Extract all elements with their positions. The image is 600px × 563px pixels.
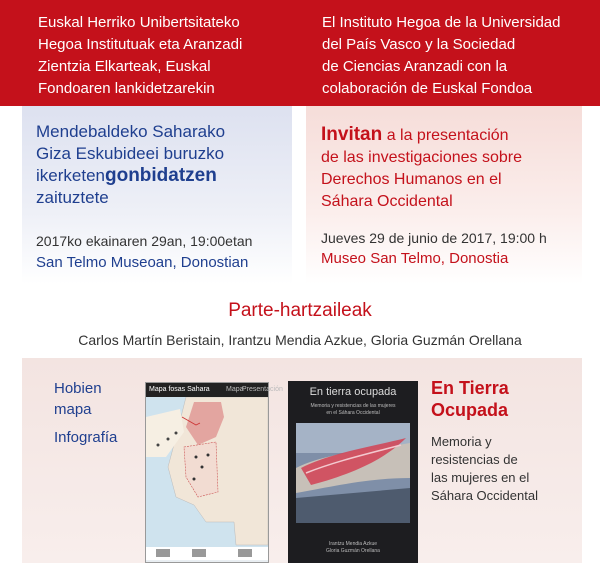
basque-line xyxy=(36,165,225,187)
basque-line: Mendebaldeko Saharako xyxy=(36,122,226,141)
spanish-date: Jueves 29 de junio de 2017, 19:00 h xyxy=(321,230,547,246)
book-description xyxy=(431,433,538,505)
book-cover-subtitle-line: Memoria y resistencias de las mujeres xyxy=(310,403,396,409)
spanish-line: Sáhara Occidental xyxy=(321,193,453,210)
map-link-line[interactable]: Hobien xyxy=(54,380,102,397)
basque-place: San Telmo Museoan, Donostian xyxy=(36,254,249,271)
header-spanish-line: de Ciencias Aranzadi con la xyxy=(322,58,508,75)
participants-list: Carlos Martín Beristain, Irantzu Mendia Azkue, Gloria Guzmán Orellana xyxy=(78,332,522,348)
basque-line: Giza Eskubideei buruzko xyxy=(36,144,225,163)
header-basque-line: Euskal Herriko Unibertsitateko xyxy=(38,14,240,31)
basque-line-bold: gonbidatzen xyxy=(104,165,217,186)
header-spanish-line: del País Vasco y la Sociedad xyxy=(322,36,516,53)
spanish-invitation-text xyxy=(321,124,522,213)
book-description-line: Memoria y xyxy=(431,434,492,449)
spanish-line-rest: a la presentación xyxy=(386,127,509,144)
basque-invitation-text xyxy=(36,121,225,209)
map-link-line[interactable]: mapa xyxy=(54,401,92,418)
book-cover-subtitle-line: en el Sáhara Occidental xyxy=(326,410,380,416)
header-spanish xyxy=(322,12,560,100)
infographic-link[interactable]: Infografía xyxy=(54,429,118,446)
spanish-line: de las investigaciones sobre xyxy=(321,149,523,166)
book-description-line: Sáhara Occidental xyxy=(431,488,538,503)
header-basque xyxy=(38,12,242,100)
spanish-place: Museo San Telmo, Donostia xyxy=(321,250,509,267)
map-thumbnail-menu: Presentación xyxy=(242,386,283,393)
book-description-line: resistencias de xyxy=(431,452,518,467)
book-cover-author: Irantzu Mendia Azkue xyxy=(328,541,378,547)
book-cover-title: En tierra ocupada xyxy=(309,386,397,398)
spanish-line: Derechos Humanos en el xyxy=(321,171,502,188)
header-spanish-line: colaboración de Euskal Fondoa xyxy=(322,80,533,97)
book-cover-image xyxy=(296,423,410,523)
map-links xyxy=(54,378,117,448)
book-description-line: las mujeres en el xyxy=(431,470,530,485)
map-thumbnail[interactable] xyxy=(145,382,283,563)
map-thumbnail-title: Mapa fosas Sahara xyxy=(149,386,210,393)
spanish-line xyxy=(321,124,522,147)
book-cover-author: Gloria Guzmán Orellana xyxy=(326,548,380,554)
map-thumbnail-bar xyxy=(146,383,283,397)
invitan-word: Invitan xyxy=(321,124,383,145)
basque-line-prefix: ikerketen xyxy=(36,166,105,185)
sahara-map-graphic xyxy=(146,397,268,560)
map-thumbnail-menu: Mapa xyxy=(226,386,244,393)
basque-line: zaituztete xyxy=(36,188,109,207)
header-spanish-line: El Instituto Hegoa de la Universidad xyxy=(322,14,561,31)
book-cover[interactable] xyxy=(288,381,418,563)
header-basque-line: Fondoaren lankidetzarekin xyxy=(38,80,215,97)
header-basque-line: Zientzia Elkarteak, Euskal xyxy=(38,58,211,75)
book-cover-authors xyxy=(288,541,418,555)
book-title-line: En Tierra xyxy=(431,378,509,398)
basque-date: 2017ko ekainaren 29an, 19:00etan xyxy=(36,233,253,249)
book-title-line: Ocupada xyxy=(431,400,509,420)
book-cover-subtitle xyxy=(288,403,418,417)
header-basque-line: Hegoa Institutuak eta Aranzadi xyxy=(38,36,243,53)
participants-title: Parte-hartzaileak xyxy=(228,300,372,321)
book-title xyxy=(431,377,509,421)
